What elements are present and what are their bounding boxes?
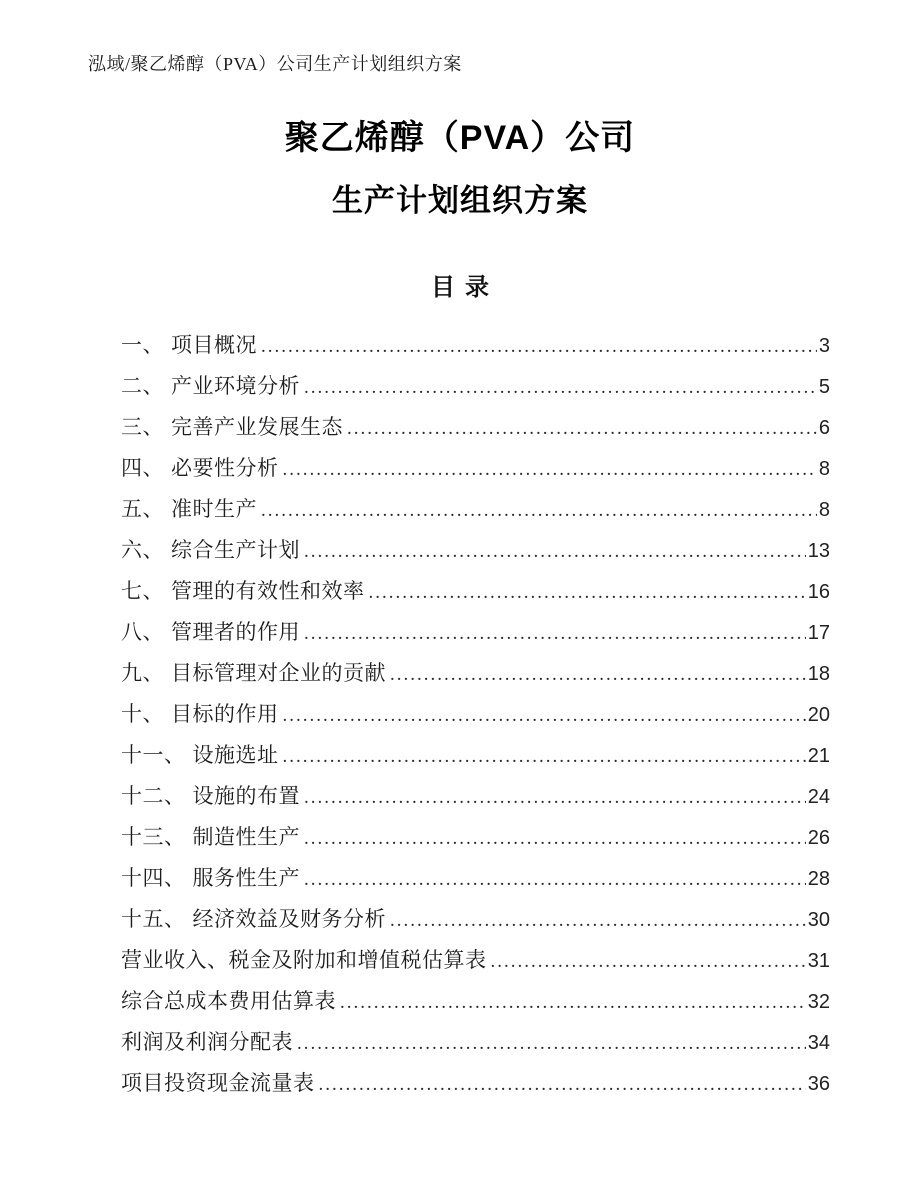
toc-entry-number: 七、: [121, 579, 164, 603]
toc-entry-title: 完善产业发展生态: [171, 415, 343, 439]
toc-dotted-leader: [261, 497, 817, 522]
toc-entry-title: 服务性生产: [192, 866, 300, 890]
toc-entry[interactable]: [121, 370, 830, 411]
toc-entry-number: 九、: [121, 661, 164, 685]
toc-entry[interactable]: [121, 493, 830, 534]
toc-dotted-leader: [390, 661, 806, 686]
toc-entry[interactable]: [121, 821, 830, 862]
toc-heading: 目录: [431, 275, 499, 301]
toc-dotted-leader: [319, 1071, 806, 1096]
toc-entry-number: 六、: [121, 538, 164, 562]
toc-entry-number: 十三、: [121, 825, 186, 849]
toc-list: [121, 329, 830, 1108]
toc-dotted-leader: [347, 415, 817, 440]
toc-entry[interactable]: [121, 616, 830, 657]
toc-dotted-leader: [491, 948, 806, 973]
toc-entry-title: 综合总成本费用估算表: [121, 989, 336, 1013]
toc-dotted-leader: [283, 702, 806, 727]
toc-dotted-leader: [369, 579, 806, 604]
toc-entry-title: 目标管理对企业的贡献: [171, 661, 386, 685]
toc-entry[interactable]: [121, 903, 830, 944]
toc-dotted-leader: [304, 620, 806, 645]
toc-entry[interactable]: [121, 780, 830, 821]
toc-entry-page: 20: [807, 704, 830, 726]
toc-entry-number: 十二、: [121, 784, 186, 808]
toc-entry[interactable]: [121, 698, 830, 739]
toc-entry-title: 制造性生产: [192, 825, 300, 849]
toc-entry-title: 项目概况: [171, 333, 257, 357]
toc-entry-page: 26: [807, 827, 830, 849]
toc-entry[interactable]: [121, 862, 830, 903]
toc-entry-title: 利润及利润分配表: [121, 1030, 293, 1054]
toc-entry-page: 28: [807, 868, 830, 890]
toc-dotted-leader: [304, 784, 806, 809]
toc-entry-page: 36: [807, 1073, 830, 1095]
toc-entry-title: 必要性分析: [171, 456, 279, 480]
toc-entry-number: 十四、: [121, 866, 186, 890]
toc-entry-page: 18: [807, 663, 830, 685]
toc-entry-page: 8: [818, 499, 830, 521]
toc-dotted-leader: [304, 374, 817, 399]
toc-dotted-leader: [297, 1030, 806, 1055]
toc-entry-page: 17: [807, 622, 830, 644]
toc-entry-number: 五、: [121, 497, 164, 521]
toc-dotted-leader: [261, 333, 817, 358]
toc-entry[interactable]: [121, 657, 830, 698]
toc-entry[interactable]: [121, 534, 830, 575]
toc-entry[interactable]: [121, 329, 830, 370]
toc-entry-page: 32: [807, 991, 830, 1013]
toc-entry-page: 8: [818, 458, 830, 480]
toc-entry[interactable]: [121, 1067, 830, 1108]
toc-entry[interactable]: [121, 411, 830, 452]
toc-dotted-leader: [390, 907, 806, 932]
toc-entry-title: 设施选址: [192, 743, 279, 767]
toc-entry-number: 十五、: [121, 907, 186, 931]
toc-entry-page: 21: [807, 745, 830, 767]
toc-entry[interactable]: [121, 944, 830, 985]
toc-entry-page: 16: [807, 581, 830, 603]
toc-entry-number: 三、: [121, 415, 164, 439]
toc-dotted-leader: [283, 456, 817, 481]
toc-entry-title: 目标的作用: [171, 702, 279, 726]
toc-entry-title: 综合生产计划: [171, 538, 300, 562]
toc-dotted-leader: [304, 538, 806, 563]
toc-dotted-leader: [340, 989, 806, 1014]
toc-entry-page: 6: [818, 417, 830, 439]
toc-entry-number: 八、: [121, 620, 164, 644]
toc-dotted-leader: [283, 743, 806, 768]
document-title-line1: 聚乙烯醇（PVA）公司: [284, 119, 636, 157]
toc-entry[interactable]: [121, 1026, 830, 1067]
toc-entry[interactable]: [121, 575, 830, 616]
toc-dotted-leader: [304, 866, 806, 891]
toc-entry-page: 5: [818, 376, 830, 398]
toc-entry-title: 产业环境分析: [171, 374, 300, 398]
toc-entry-title: 经济效益及财务分析: [192, 907, 386, 931]
toc-entry-title: 设施的布置: [192, 784, 300, 808]
document-title-line2: 生产计划组织方案: [332, 183, 588, 218]
document-header: 泓域/聚乙烯醇（PVA）公司生产计划组织方案: [88, 54, 462, 74]
toc-entry-number: 二、: [121, 374, 164, 398]
toc-entry-page: 31: [807, 950, 830, 972]
toc-entry[interactable]: [121, 739, 830, 780]
toc-entry-number: 一、: [121, 333, 164, 357]
toc-entry[interactable]: [121, 985, 830, 1026]
toc-entry-page: 13: [807, 540, 830, 562]
toc-dotted-leader: [304, 825, 806, 850]
toc-entry-page: 34: [807, 1032, 830, 1054]
toc-entry-title: 管理者的作用: [171, 620, 300, 644]
toc-entry[interactable]: [121, 452, 830, 493]
toc-entry-title: 营业收入、税金及附加和增值税估算表: [121, 948, 487, 972]
toc-entry-title: 项目投资现金流量表: [121, 1071, 315, 1095]
toc-entry-page: 24: [807, 786, 830, 808]
toc-entry-number: 十一、: [121, 743, 186, 767]
toc-entry-title: 准时生产: [171, 497, 257, 521]
toc-entry-number: 十、: [121, 702, 164, 726]
toc-entry-page: 30: [807, 909, 830, 931]
toc-entry-title: 管理的有效性和效率: [171, 579, 365, 603]
toc-entry-page: 3: [818, 335, 830, 357]
toc-entry-number: 四、: [121, 456, 164, 480]
